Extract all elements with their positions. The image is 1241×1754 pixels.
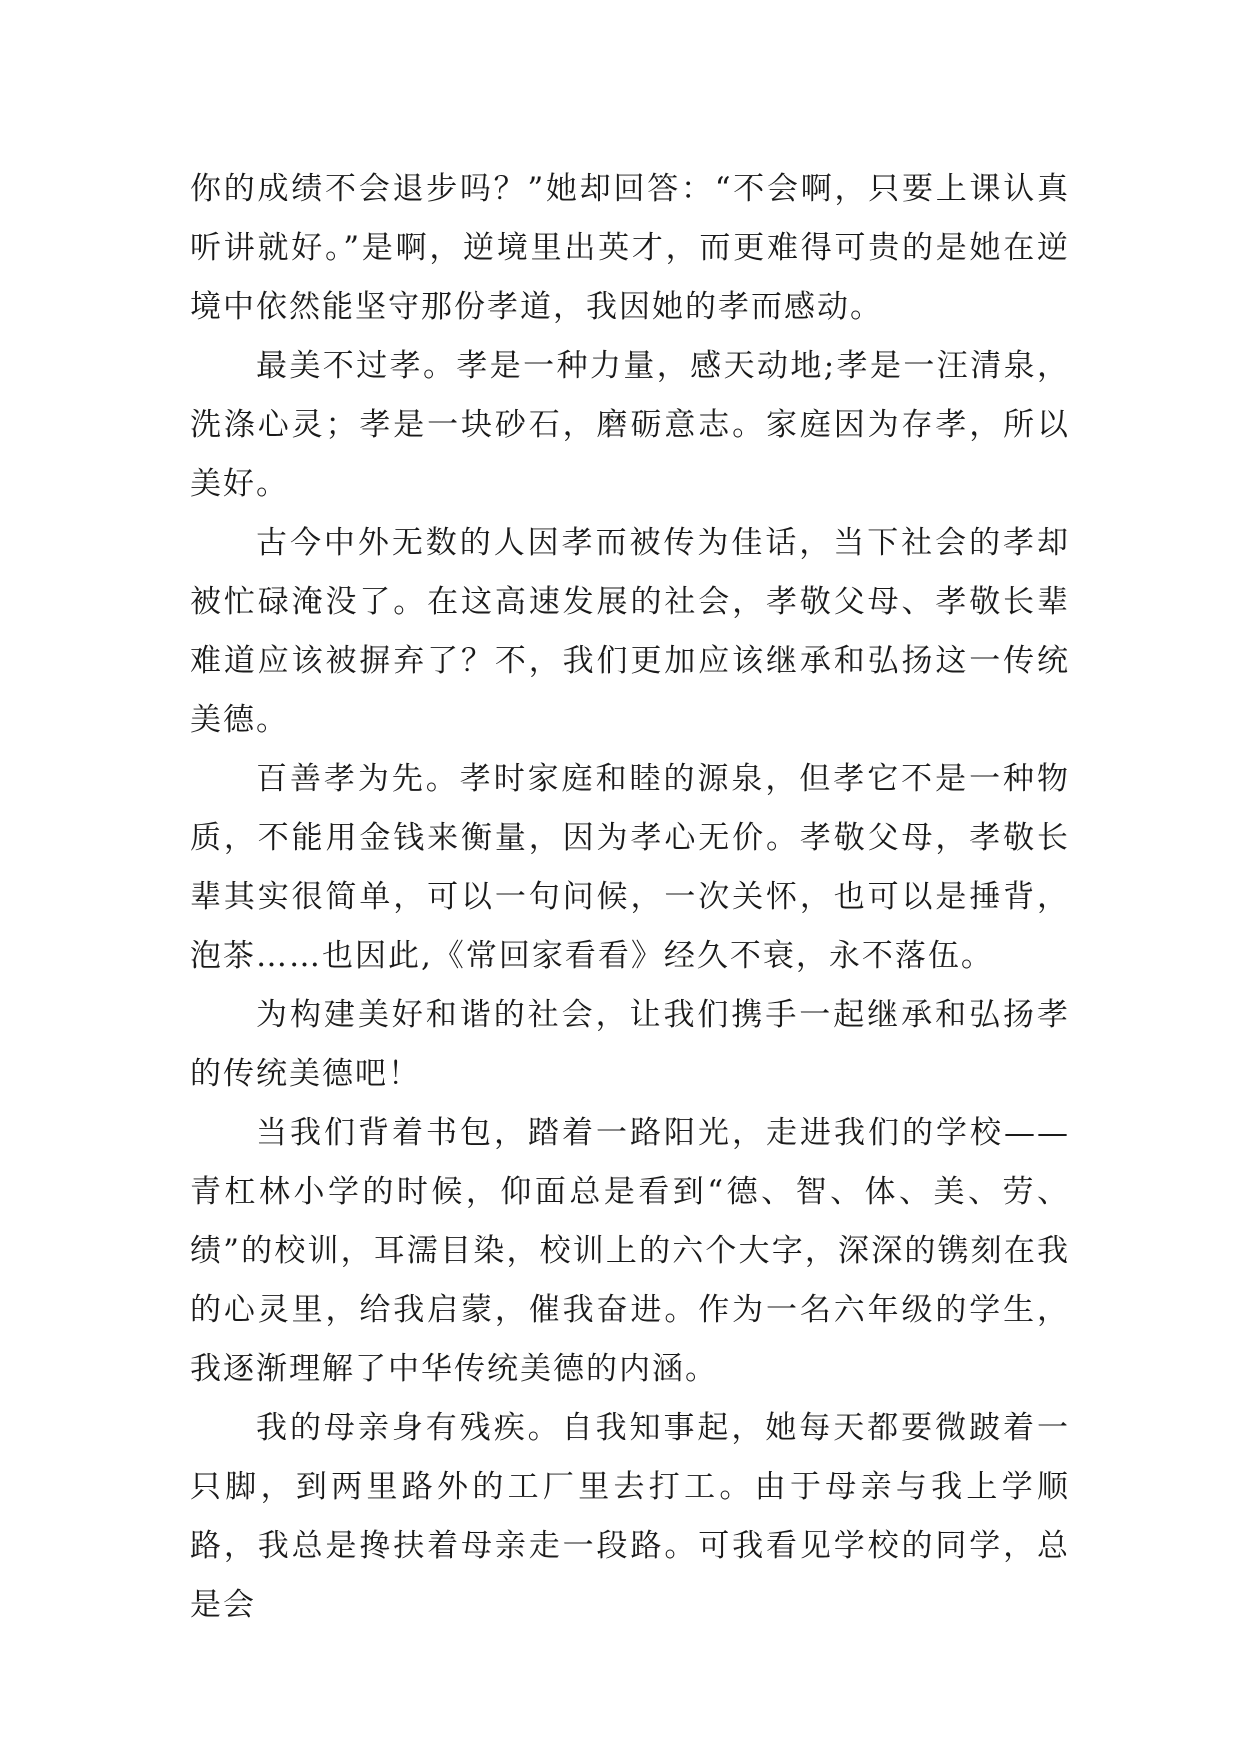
document-body [190, 160, 1070, 1635]
paragraph-3: 古今中外无数的人因孝而被传为佳话，当下社会的孝却被忙碌淹没了。在这高速发展的社会，孝敬父母、孝敬长辈难道应该被摒弃了？不，我们更加应该继承和弘扬这一传统美德。 [190, 525, 1070, 738]
paragraph-1: 你的成绩不会退步吗？”她却回答：“不会啊，只要上课认真听讲就好。”是啊，逆境里出英才，而更难得可贵的是她在逆境中依然能坚守那份孝道，我因她的孝而感动。 [190, 171, 1070, 325]
paragraph-2: 最美不过孝。孝是一种力量，感天动地;孝是一汪清泉，洗涤心灵；孝是一块砂石，磨砺意志。家庭因为存孝，所以美好。 [190, 348, 1070, 502]
paragraph-5: 为构建美好和谐的社会，让我们携手一起继承和弘扬孝的传统美德吧！ [190, 997, 1070, 1092]
paragraph-7: 我的母亲身有残疾。自我知事起，她每天都要微跛着一只脚，到两里路外的工厂里去打工。由于母亲与我上学顺路，我总是搀扶着母亲走一段路。可我看见学校的同学，总是会 [190, 1410, 1070, 1623]
paragraph-6: 当我们背着书包，踏着一路阳光，走进我们的学校——青杠林小学的时候，仰面总是看到“德、智、体、美、劳、绩”的校训，耳濡目染，校训上的六个大字，深深的镌刻在我的心灵里，给我启蒙，催我奋进。作为一名六年级的学生，我逐渐理解了中华传统美德的内涵。 [190, 1115, 1070, 1387]
paragraph-4: 百善孝为先。孝时家庭和睦的源泉，但孝它不是一种物质，不能用金钱来衡量，因为孝心无价。孝敬父母，孝敬长辈其实很简单，可以一句问候，一次关怀，也可以是捶背，泡茶……也因此,《常回家看看》经久不衰，永不落伍。 [190, 761, 1070, 974]
